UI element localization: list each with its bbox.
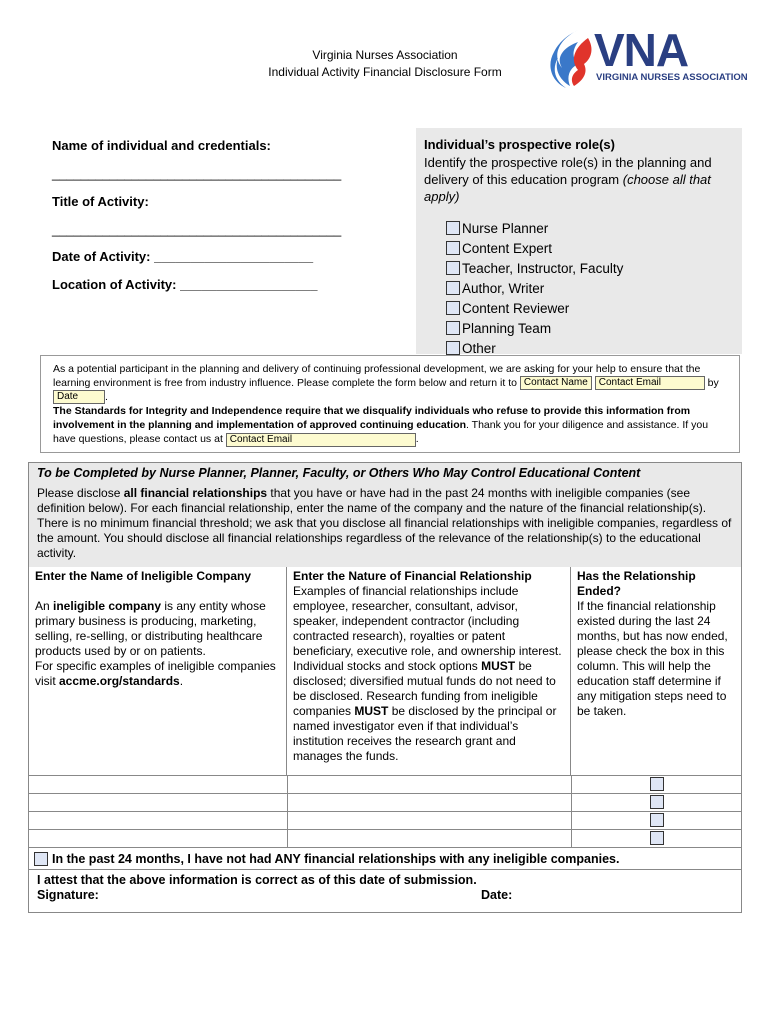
individual-details: [40, 128, 416, 354]
standards-statement: The Standards for Integrity and Independence require that we disqualify individuals who refuse to provide this information from involvement in the planning and implementation of approved continuing education: [53, 405, 691, 432]
roles-heading: Individual’s prospective role(s): [424, 137, 615, 152]
prospective-roles-panel: [416, 128, 742, 354]
role-teacher[interactable]: Teacher, Instructor, Faculty: [446, 258, 680, 278]
individual-info-section: [40, 128, 742, 354]
org-name: Virginia Nurses Association: [312, 48, 458, 62]
form-header: [230, 47, 540, 81]
name-field[interactable]: ________________________________________: [52, 166, 342, 181]
column-header-company: Enter the Name of Ineligible Company: [35, 569, 252, 583]
column-ended: Has the Relationship Ended? If the financial relationship existed during the last 24 months, but has now ended, please check the box in this column. This will help the education staff determine if any mitigation steps need to be taken.: [571, 567, 741, 775]
form-title: Individual Activity Financial Disclosure Form: [268, 65, 502, 79]
signature-field[interactable]: Signature:: [37, 888, 99, 902]
roles-instructions: Identify the prospective role(s) in the planning and delivery of this education program (choose all that apply): [424, 155, 712, 204]
checkbox-icon[interactable]: [446, 321, 460, 335]
contact-email-field[interactable]: Contact Email: [595, 376, 705, 390]
accme-link[interactable]: accme.org/standards: [59, 674, 180, 688]
no-relationships-label: In the past 24 months, I have not had ANY financial relationships with any ineligible companies.: [52, 851, 620, 866]
logo-subtitle: VIRGINIA NURSES ASSOCIATION: [596, 72, 748, 83]
name-label: Name of individual and credentials:: [52, 138, 271, 153]
flame-icon: [548, 28, 596, 88]
role-content-reviewer[interactable]: Content Reviewer: [446, 298, 680, 318]
checkbox-icon[interactable]: [650, 795, 664, 809]
table-row[interactable]: [29, 793, 741, 811]
checkbox-icon[interactable]: [650, 813, 664, 827]
checkbox-icon[interactable]: [34, 852, 48, 866]
logo-mark: VNA: [594, 24, 689, 76]
location-field[interactable]: Location of Activity: ___________________: [52, 277, 318, 292]
attest-text: I attest that the above information is correct as of this date of submission.: [37, 873, 477, 887]
title-field[interactable]: ________________________________________: [52, 222, 342, 237]
title-label: Title of Activity:: [52, 194, 149, 209]
role-nurse-planner[interactable]: Nurse Planner: [446, 218, 680, 238]
role-other[interactable]: Other ________________________: [446, 338, 680, 358]
column-header-ended: Has the Relationship Ended?: [577, 569, 696, 598]
section-title: To be Completed by Nurse Planner, Planner, Faculty, or Others Who May Control Educational Content: [37, 466, 641, 480]
role-author[interactable]: Author, Writer: [446, 278, 680, 298]
role-planning-team[interactable]: Planning Team: [446, 318, 680, 338]
no-relationships-row[interactable]: [29, 847, 741, 869]
roles-list: [446, 218, 680, 358]
checkbox-icon[interactable]: [446, 261, 460, 275]
checkbox-icon[interactable]: [446, 301, 460, 315]
table-row[interactable]: [29, 829, 741, 847]
column-nature: Enter the Nature of Financial Relationship Examples of financial relationships include employee, researcher, consultant, advisor, speaker, independent contractor (including contracted research), royalties or patent beneficiary, executive role, and ownership interest. Individual stocks and stock options MUST be disclosed; diversified mutual funds do not need to be disclosed. Research funding from ineligible companies MUST be disclosed by the principal or named investigator even if that individual’s institution receives the research grant and manages the funds.: [287, 567, 571, 775]
attestation: [29, 869, 741, 912]
column-header-nature: Enter the Nature of Financial Relationship: [293, 569, 532, 583]
date-of-activity-field[interactable]: Date of Activity: ______________________: [52, 249, 314, 264]
contact-email-field-2[interactable]: Contact Email: [226, 433, 416, 447]
disclosure-table: [28, 462, 742, 913]
checkbox-icon[interactable]: [650, 831, 664, 845]
date-field[interactable]: Date: [53, 390, 105, 404]
role-content-expert[interactable]: Content Expert: [446, 238, 680, 258]
column-company: Enter the Name of Ineligible Company An ineligible company is any entity whose primary business is producing, marketing, selling, re-selling, or distributing healthcare products used by or on patients. For specific examples of ineligible companies visit accme.org/standards.: [29, 567, 287, 775]
notice-box: As a potential participant in the planning and delivery of continuing professional development, we are asking for your help to ensure that the learning environment is free from industry influence. Please complete the form below and return it to Contact Name Contact Email by Date . The Standards for Integrity and Independence require that we disqualify individuals who refuse to provide this information from involvement in the planning and implementation of approved continuing education. Thank you for your diligence and assistance. If you have questions, please contact us at Contact Email .: [40, 355, 740, 453]
table-row[interactable]: [29, 811, 741, 829]
table-row[interactable]: [29, 775, 741, 793]
checkbox-icon[interactable]: [650, 777, 664, 791]
section-body: Please disclose all financial relationships that you have or have had in the past 24 months with ineligible companies (see definition below). For each financial relationship, enter the name of the company and the nature of the financial relationship(s). There is no minimum financial threshold; we ask that you disclose all financial relationships with ineligible companies, regardless of the amount. You should disclose all financial relationships regardless of the relevance of the relationship(s) to the educational activity.: [37, 486, 732, 560]
contact-name-field[interactable]: Contact Name: [520, 376, 592, 390]
attest-date-field[interactable]: Date:: [481, 888, 513, 902]
disclosure-instructions: [29, 463, 741, 567]
vna-logo: [548, 24, 753, 88]
checkbox-icon[interactable]: [446, 281, 460, 295]
checkbox-icon[interactable]: [446, 341, 460, 355]
checkbox-icon[interactable]: [446, 241, 460, 255]
disclosure-entry-rows: [29, 775, 741, 847]
checkbox-icon[interactable]: [446, 221, 460, 235]
